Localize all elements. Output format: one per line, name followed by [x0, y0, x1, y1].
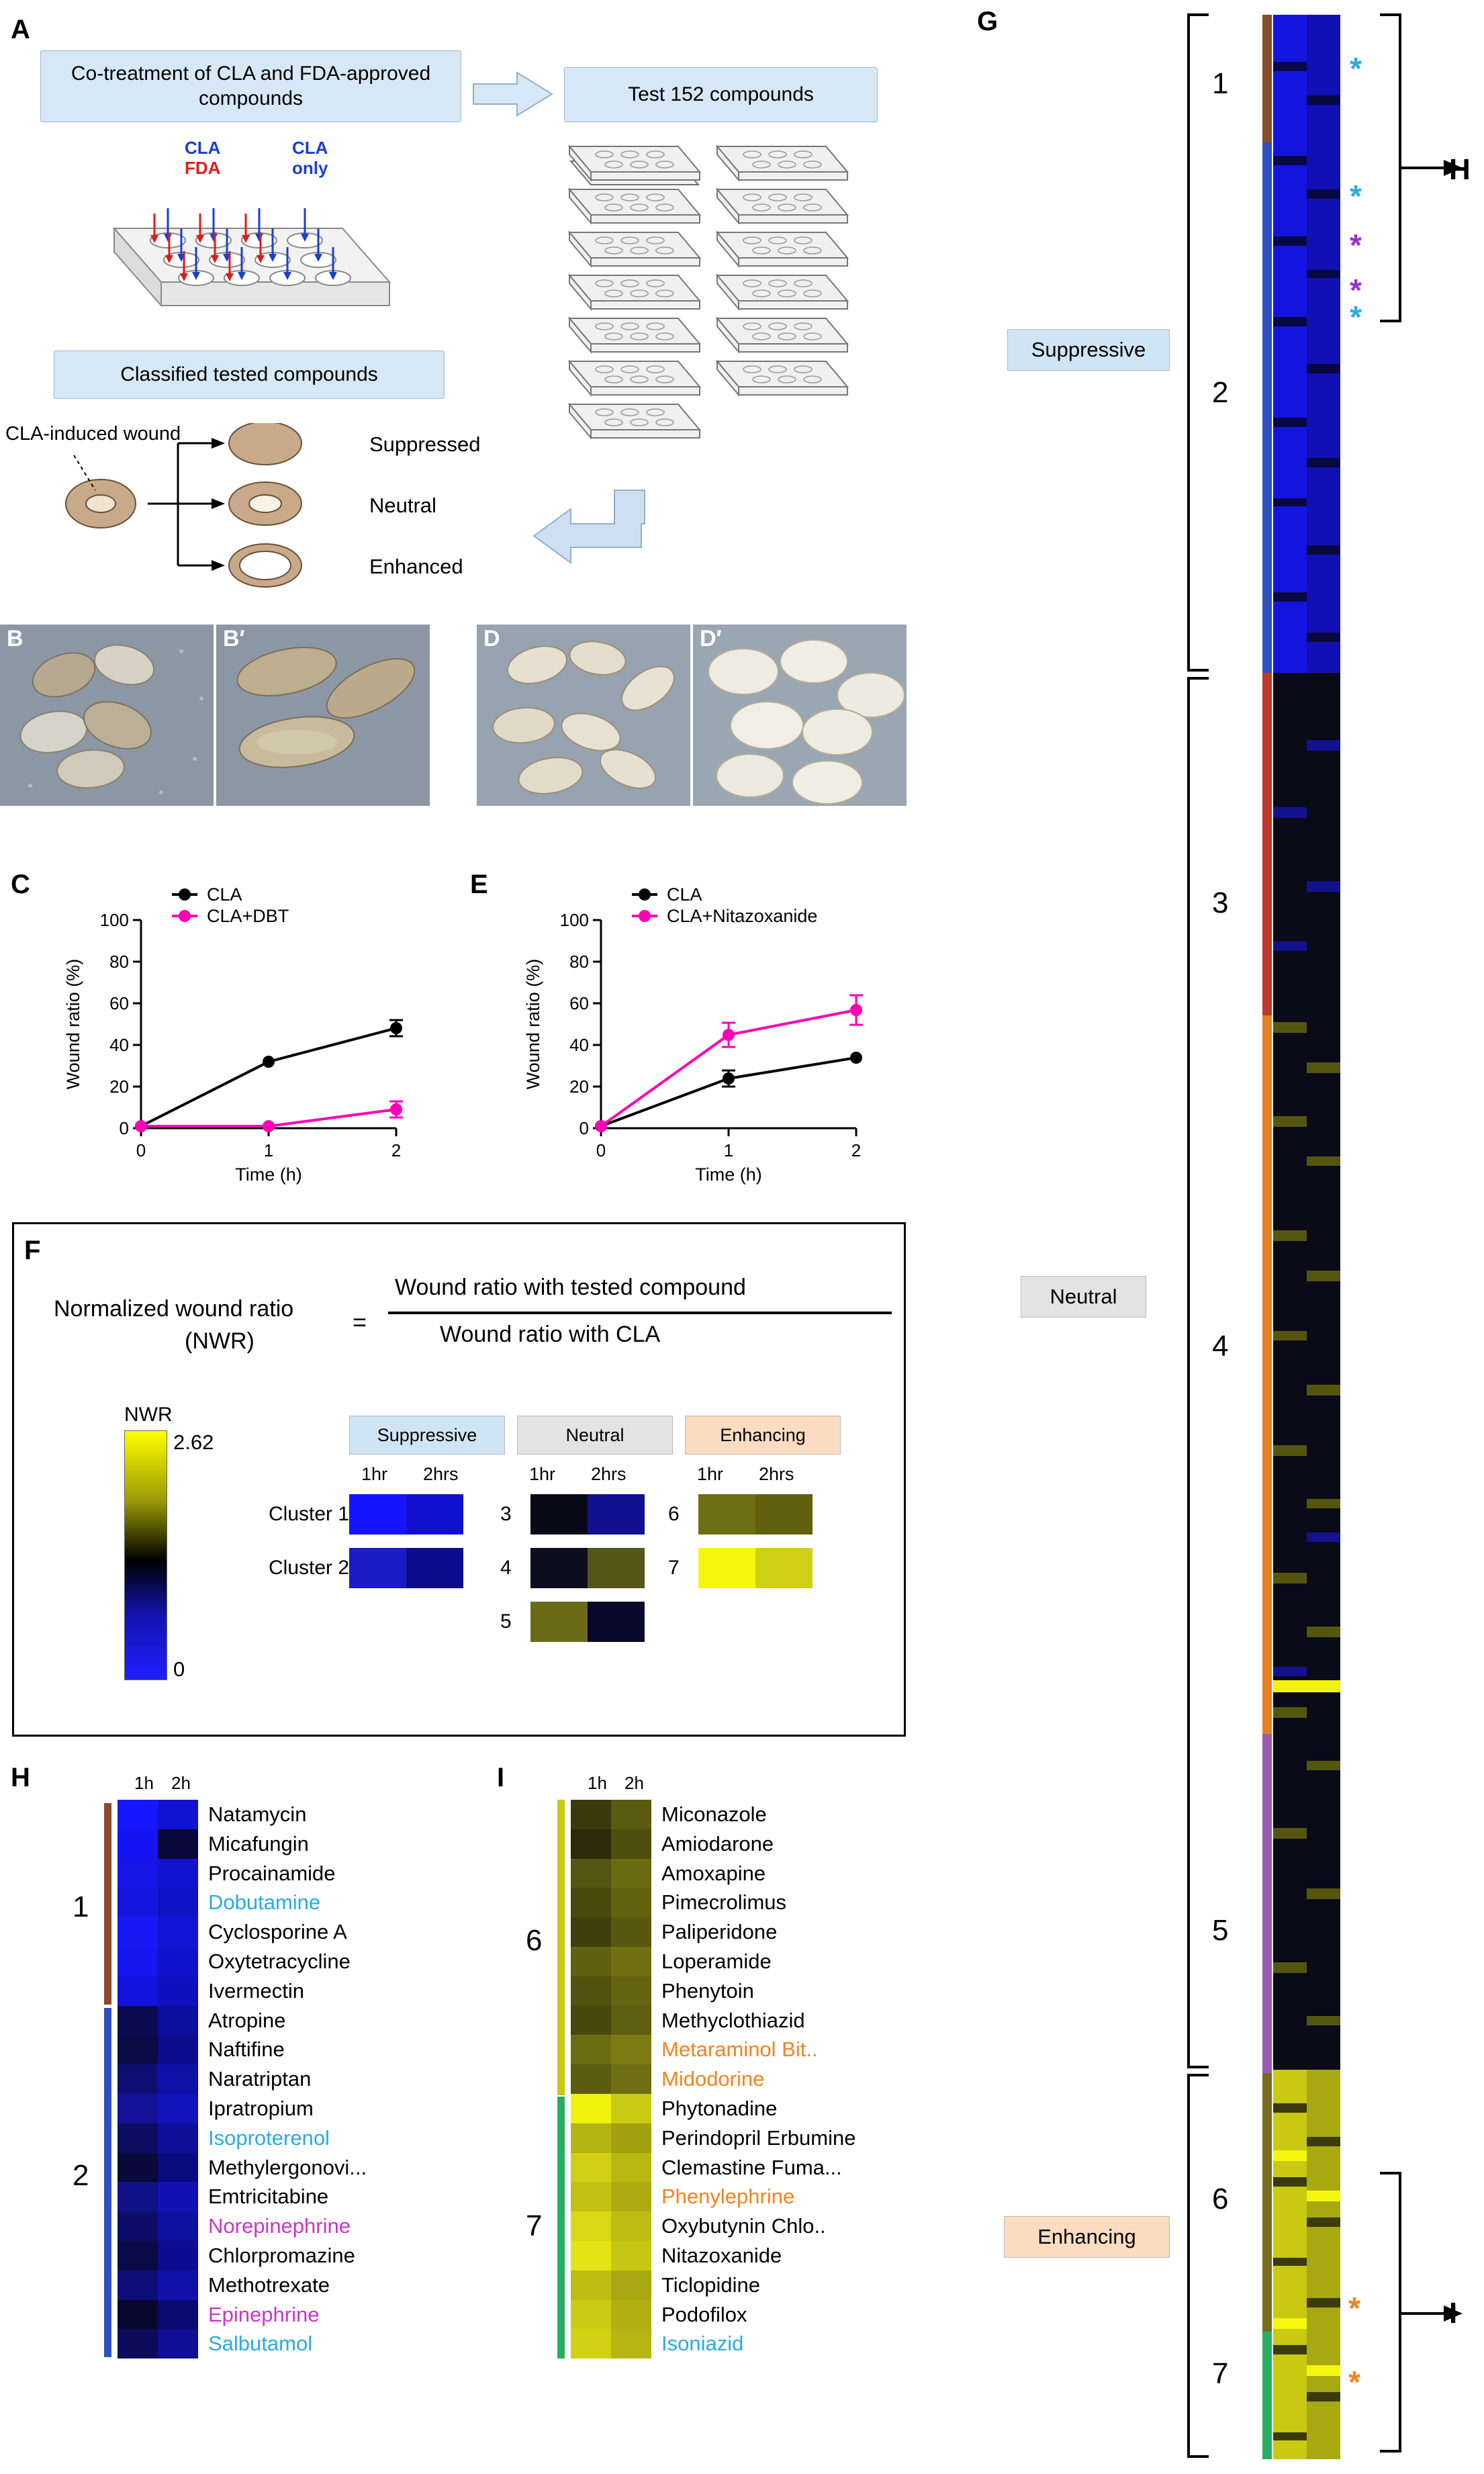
i-row-1	[571, 1829, 651, 1859]
f-row-label-4: 4	[500, 1557, 512, 1579]
h-label-row: Natamycin	[208, 1802, 307, 1826]
i-row-0	[571, 1800, 651, 1829]
h-cell	[158, 2006, 198, 2035]
g-heatmap	[1273, 15, 1340, 2459]
i-cell	[611, 2064, 651, 2094]
panel-letter-h: H	[11, 1763, 30, 1792]
f-enh-tp-2hrs: 2hrs	[759, 1464, 794, 1484]
h-cell	[158, 1859, 198, 1888]
panel-a-box-cotreatment: Co-treatment of CLA and FDA-approved compounds	[40, 50, 461, 122]
i-label-row: Miconazole	[661, 1802, 767, 1826]
h-label-row: Norepinephrine	[208, 2214, 351, 2238]
h-row-5	[118, 1947, 198, 1976]
h-cell	[118, 2182, 158, 2211]
label-outcome-enhanced: Enhanced	[369, 555, 463, 578]
svg-text:0: 0	[119, 1118, 129, 1138]
svg-text:40: 40	[569, 1035, 589, 1055]
panel-letter-b-prime: B′	[223, 626, 245, 651]
i-cell	[611, 2241, 651, 2271]
i-row-11	[571, 2123, 651, 2153]
i-heatmap[interactable]	[571, 1800, 651, 2358]
h-cell	[158, 1976, 198, 2006]
svg-text:2: 2	[391, 1140, 402, 1160]
f-cell-c1-1hr	[349, 1494, 406, 1534]
i-cell	[571, 2064, 611, 2094]
f-cell-c2-1hr	[349, 1548, 406, 1588]
i-row-14	[571, 2211, 651, 2241]
i-cell	[611, 2182, 651, 2211]
i-cluster-6-label: 6	[526, 1924, 543, 1957]
h-cluster-1-bar	[104, 1803, 111, 2005]
label-outcome-neutral: Neutral	[369, 494, 436, 517]
g-cluster-5-label: 5	[1212, 1914, 1229, 1947]
i-cell	[571, 2006, 611, 2035]
h-timepoint-2h: 2h	[171, 1773, 191, 1793]
g-asterisk-top-3: *	[1350, 228, 1362, 263]
h-label-row: Dobutamine	[208, 1890, 321, 1915]
panel-letter-g: G	[977, 7, 999, 36]
svg-text:CLA+DBT: CLA+DBT	[207, 906, 289, 926]
i-row-8	[571, 2035, 651, 2064]
i-row-9	[571, 2064, 651, 2094]
i-label-row: Phytonadine	[661, 2096, 778, 2120]
h-label-row: Emtricitabine	[208, 2185, 329, 2209]
panel-letter-d-prime: D′	[700, 626, 722, 651]
i-label-row: Methyclothiazid	[661, 2008, 805, 2032]
h-cell	[118, 2064, 158, 2094]
i-row-17	[571, 2300, 651, 2330]
i-cell	[611, 2300, 651, 2330]
f-cell-4-1hr	[530, 1548, 588, 1588]
f-cell-3-1hr	[530, 1494, 588, 1534]
i-cell	[571, 1917, 611, 1947]
g-cluster-7-label: 7	[1212, 2357, 1229, 2390]
i-cluster-7-bar	[557, 2097, 565, 2358]
i-cell	[571, 1947, 611, 1976]
i-cell	[611, 1859, 651, 1888]
i-label-row: Ticlopidine	[661, 2273, 761, 2297]
h-row-16	[118, 2271, 198, 2300]
h-cell	[118, 2123, 158, 2153]
h-label-row: Ivermectin	[208, 1978, 304, 2003]
i-cell	[611, 2006, 651, 2035]
i-label-row: Metaraminol Bit..	[661, 2037, 818, 2062]
i-label-row: Midodorine	[661, 2067, 765, 2091]
g-category-enhancing: Enhancing	[1004, 2216, 1170, 2258]
h-cell	[158, 2271, 198, 2300]
label-cla-induced-wound: CLA-induced wound	[5, 423, 181, 445]
svg-text:100: 100	[559, 910, 589, 930]
i-cell	[611, 2153, 651, 2183]
h-cell	[118, 1829, 158, 1859]
g-cluster-color-bar	[1262, 15, 1272, 2459]
g-asterisk-bottom-2: *	[1348, 2365, 1360, 2399]
i-row-12	[571, 2153, 651, 2183]
i-cell	[571, 2211, 611, 2241]
svg-text:Time (h): Time (h)	[695, 1164, 762, 1185]
h-label-row: Cyclosporine A	[208, 1920, 347, 1944]
f-cell-c2-2hrs	[406, 1548, 463, 1588]
h-cluster-1-label: 1	[73, 1890, 89, 1923]
i-cell	[611, 1976, 651, 2006]
f-cell-7-2hrs	[755, 1548, 813, 1588]
h-cell	[158, 1800, 198, 1829]
f-neu-tp-2hrs: 2hrs	[591, 1464, 627, 1484]
i-timepoint-2h: 2h	[624, 1773, 644, 1793]
i-cell	[571, 2123, 611, 2153]
h-cell	[118, 1947, 158, 1976]
h-cell	[158, 1888, 198, 1917]
i-label-row: Amiodarone	[661, 1831, 774, 1856]
h-label-row: Methotrexate	[208, 2273, 330, 2297]
h-row-9	[118, 2064, 198, 2094]
h-row-11	[118, 2123, 198, 2153]
h-cell	[118, 2300, 158, 2330]
svg-text:Wound ratio (%): Wound ratio (%)	[523, 958, 543, 1090]
nwr-formula-equals: =	[353, 1308, 367, 1336]
f-cell-6-1hr	[698, 1494, 755, 1534]
nwr-formula-left-line2: (NWR)	[185, 1328, 254, 1354]
h-row-7	[118, 2006, 198, 2035]
label-cla-only-1: CLA	[292, 138, 328, 158]
i-cell	[571, 2035, 611, 2064]
nwr-colorbar	[124, 1430, 167, 1680]
svg-text:1: 1	[723, 1140, 734, 1160]
svg-text:60: 60	[569, 993, 589, 1013]
h-cell	[118, 2329, 158, 2358]
i-label-row: Paliperidone	[661, 1920, 778, 1944]
h-row-3	[118, 1888, 198, 1917]
i-label-row: Loperamide	[661, 1949, 772, 1973]
i-cell	[611, 1829, 651, 1859]
h-cell	[118, 1859, 158, 1888]
i-label-row: Amoxapine	[661, 1861, 766, 1885]
label-cla-only-2: only	[292, 158, 328, 178]
i-cell	[611, 2123, 651, 2153]
i-row-16	[571, 2271, 651, 2300]
i-cluster-6-bar	[557, 1800, 565, 2095]
h-cell	[158, 2153, 198, 2183]
svg-text:CLA: CLA	[207, 884, 242, 905]
h-label-row: Epinephrine	[208, 2302, 320, 2326]
panel-a-box-test152: Test 152 compounds	[564, 67, 878, 122]
i-cell	[571, 2182, 611, 2211]
classification-diagram	[60, 423, 376, 591]
i-cell	[571, 1888, 611, 1917]
i-row-10	[571, 2094, 651, 2123]
svg-text:20: 20	[569, 1076, 589, 1097]
i-row-3	[571, 1888, 651, 1917]
panel-a-box-classified: Classified tested compounds	[54, 351, 445, 399]
f-enh-tp-1hr: 1hr	[697, 1464, 724, 1484]
i-label-row: Isoniazid	[661, 2332, 744, 2356]
h-cell	[158, 2035, 198, 2064]
h-label-row: Micafungin	[208, 1831, 309, 1856]
f-row-label-3: 3	[500, 1503, 512, 1525]
h-label-row: Procainamide	[208, 1861, 336, 1885]
svg-text:80: 80	[569, 952, 589, 972]
panel-letter-e: E	[470, 870, 488, 899]
f-neu-tp-1hr: 1hr	[529, 1464, 556, 1484]
i-cell	[571, 2153, 611, 2183]
h-row-0	[118, 1800, 198, 1829]
h-label-row: Naratriptan	[208, 2067, 312, 2091]
svg-text:60: 60	[109, 993, 129, 1013]
h-cell	[158, 2064, 198, 2094]
panel-letter-a: A	[11, 15, 30, 44]
h-heatmap[interactable]	[118, 1800, 198, 2358]
i-label-row: Perindopril Erbumine	[661, 2125, 856, 2150]
g-asterisk-bottom-1: *	[1348, 2291, 1360, 2326]
chart-c	[40, 880, 443, 1189]
micrograph-b	[0, 625, 214, 806]
colorbar-min-label: 0	[173, 1657, 185, 1681]
g-callout-i: I	[1449, 2297, 1458, 2330]
h-cell	[118, 1800, 158, 1829]
g-cluster-2-label: 2	[1212, 376, 1229, 409]
f-sup-tp-1hr: 1hr	[361, 1464, 388, 1484]
f-cell-c1-2hrs	[406, 1494, 463, 1534]
h-cluster-2-label: 2	[73, 2159, 89, 2192]
svg-text:0: 0	[596, 1140, 606, 1160]
micrograph-b-prime	[216, 625, 430, 806]
h-cell	[158, 2182, 198, 2211]
svg-text:Time (h): Time (h)	[235, 1164, 302, 1185]
svg-text:40: 40	[109, 1035, 129, 1055]
svg-text:20: 20	[109, 1076, 129, 1097]
f-sup-tp-2hrs: 2hrs	[423, 1464, 459, 1484]
f-row-label-cluster1: Cluster 1	[269, 1503, 350, 1525]
i-cell	[611, 2211, 651, 2241]
panel-letter-c: C	[11, 870, 30, 899]
i-row-15	[571, 2241, 651, 2271]
i-row-2	[571, 1859, 651, 1888]
i-cell	[571, 2241, 611, 2271]
arrow-right-icon	[470, 67, 557, 121]
i-cell	[571, 2094, 611, 2123]
i-timepoint-1h: 1h	[588, 1773, 607, 1793]
g-callout-h: H	[1449, 153, 1471, 186]
i-row-13	[571, 2182, 651, 2211]
label-outcome-suppressed: Suppressed	[369, 432, 481, 456]
svg-text:1: 1	[263, 1140, 274, 1160]
i-cell	[611, 2271, 651, 2300]
h-row-13	[118, 2182, 198, 2211]
g-category-suppressive: Suppressive	[1007, 329, 1170, 371]
i-cell	[571, 2271, 611, 2300]
f-row-label-cluster2: Cluster 2	[269, 1557, 350, 1579]
i-cell	[611, 1947, 651, 1976]
i-label-row: Pimecrolimus	[661, 1890, 787, 1915]
h-cell	[158, 2300, 198, 2330]
h-cell	[158, 1829, 198, 1859]
svg-text:CLA: CLA	[667, 884, 702, 905]
i-cell	[611, 2035, 651, 2064]
h-cell	[118, 1917, 158, 1947]
h-label-row: Chlorpromazine	[208, 2243, 355, 2267]
h-cluster-2-bar	[104, 2008, 111, 2357]
label-cla-fda-2: FDA	[185, 158, 221, 178]
micrograph-d-prime	[693, 625, 907, 806]
i-label-row: Podofilox	[661, 2302, 747, 2326]
h-row-8	[118, 2035, 198, 2064]
h-row-17	[118, 2300, 198, 2330]
h-cell	[118, 2153, 158, 2183]
i-cell	[611, 2094, 651, 2123]
colorbar-title: NWR	[124, 1404, 173, 1426]
g-cluster-1-label: 1	[1212, 67, 1229, 100]
panel-letter-b: B	[7, 626, 24, 651]
nwr-fraction-bar	[388, 1312, 892, 1314]
nwr-formula-denominator: Wound ratio with CLA	[440, 1322, 661, 1347]
h-row-6	[118, 1976, 198, 2006]
i-label-row: Phenylephrine	[661, 2185, 795, 2209]
h-cell	[158, 2241, 198, 2271]
g-asterisk-top-4: *	[1350, 273, 1362, 308]
svg-text:80: 80	[109, 952, 129, 972]
f-cell-7-1hr	[698, 1548, 755, 1588]
h-row-14	[118, 2211, 198, 2241]
i-cell	[611, 1917, 651, 1947]
h-cell	[118, 1976, 158, 2006]
f-cell-6-2hrs	[755, 1494, 813, 1534]
g-asterisk-top-2: *	[1350, 179, 1362, 214]
h-cell	[158, 2123, 198, 2153]
h-cell	[118, 2035, 158, 2064]
h-cell	[158, 1917, 198, 1947]
h-cell	[158, 2329, 198, 2358]
h-cell	[158, 1947, 198, 1976]
panel-letter-d: D	[483, 626, 500, 651]
h-label-row: Methylergonovi...	[208, 2155, 367, 2179]
i-cluster-7-label: 7	[526, 2209, 543, 2242]
g-category-neutral: Neutral	[1021, 1276, 1146, 1318]
h-cell	[158, 2094, 198, 2123]
i-row-labels	[661, 1800, 984, 2358]
h-row-18	[118, 2329, 198, 2358]
multiwell-plate-illustration	[74, 128, 423, 342]
h-label-row: Atropine	[208, 2008, 286, 2032]
svg-text:100: 100	[99, 910, 129, 930]
f-cell-3-2hrs	[588, 1494, 645, 1534]
svg-text:CLA+Nitazoxanide: CLA+Nitazoxanide	[667, 906, 818, 926]
i-row-5	[571, 1947, 651, 1976]
nwr-formula-numerator: Wound ratio with tested compound	[395, 1275, 746, 1300]
h-label-row: Ipratropium	[208, 2096, 314, 2120]
i-cell	[571, 2329, 611, 2358]
i-row-6	[571, 1976, 651, 2006]
f-cell-5-1hr	[530, 1602, 588, 1642]
panel-letter-f: F	[24, 1236, 41, 1265]
h-cell	[118, 1888, 158, 1917]
g-asterisk-top-5: *	[1350, 300, 1362, 334]
h-row-1	[118, 1829, 198, 1859]
legend-neutral: Neutral	[517, 1416, 673, 1455]
legend-enhancing: Enhancing	[685, 1416, 841, 1455]
f-cell-5-2hrs	[588, 1602, 645, 1642]
h-row-2	[118, 1859, 198, 1888]
i-cell	[611, 1800, 651, 1829]
h-label-row: Salbutamol	[208, 2332, 313, 2356]
h-cell	[118, 2211, 158, 2241]
h-timepoint-1h: 1h	[134, 1773, 154, 1793]
i-label-row: Phenytoin	[661, 1978, 754, 2003]
f-cell-4-2hrs	[588, 1548, 645, 1588]
i-label-row: Nitazoxanide	[661, 2243, 782, 2267]
plate-stack-illustration	[557, 134, 880, 484]
i-cell	[571, 1859, 611, 1888]
f-row-label-5: 5	[500, 1610, 512, 1633]
g-cluster-4-label: 4	[1212, 1330, 1229, 1363]
svg-text:0: 0	[136, 1140, 146, 1160]
h-label-row: Isoproterenol	[208, 2125, 330, 2150]
h-row-labels	[208, 1800, 490, 2358]
colorbar-max-label: 2.62	[173, 1430, 214, 1454]
h-row-12	[118, 2153, 198, 2183]
panel-letter-i: I	[497, 1763, 505, 1792]
h-label-row: Naftifine	[208, 2037, 285, 2062]
i-label-row: Clemastine Fuma...	[661, 2155, 842, 2179]
chart-e	[500, 880, 917, 1189]
h-cell	[118, 2006, 158, 2035]
i-label-row: Oxybutynin Chlo..	[661, 2214, 826, 2238]
label-cla-fda-1: CLA	[185, 138, 221, 158]
h-cell	[118, 2241, 158, 2271]
f-row-label-6: 6	[668, 1503, 680, 1525]
i-cell	[611, 2329, 651, 2358]
legend-suppressive: Suppressive	[349, 1416, 505, 1455]
i-cell	[571, 1976, 611, 2006]
svg-text:2: 2	[851, 1140, 862, 1160]
svg-text:0: 0	[579, 1118, 589, 1138]
g-bracket-to-i	[1343, 2169, 1484, 2458]
i-cell	[571, 1800, 611, 1829]
i-cell	[571, 1829, 611, 1859]
f-row-label-7: 7	[668, 1557, 680, 1579]
micrograph-d	[477, 625, 690, 806]
i-row-7	[571, 2006, 651, 2035]
g-asterisk-top-1: *	[1350, 51, 1362, 86]
h-cell	[158, 2211, 198, 2241]
h-cell	[118, 2094, 158, 2123]
h-row-15	[118, 2241, 198, 2271]
h-row-4	[118, 1917, 198, 1947]
arrow-left-icon	[507, 484, 648, 591]
i-cell	[571, 2300, 611, 2330]
i-row-18	[571, 2329, 651, 2358]
svg-text:Wound ratio (%): Wound ratio (%)	[63, 958, 83, 1090]
h-row-10	[118, 2094, 198, 2123]
h-cell	[118, 2271, 158, 2300]
nwr-formula-left-line1: Normalized wound ratio	[54, 1296, 294, 1322]
g-cluster-3-label: 3	[1212, 886, 1229, 919]
i-cell	[611, 1888, 651, 1917]
h-label-row: Oxytetracycline	[208, 1949, 351, 1973]
i-row-4	[571, 1917, 651, 1947]
g-cluster-6-label: 6	[1212, 2183, 1229, 2215]
